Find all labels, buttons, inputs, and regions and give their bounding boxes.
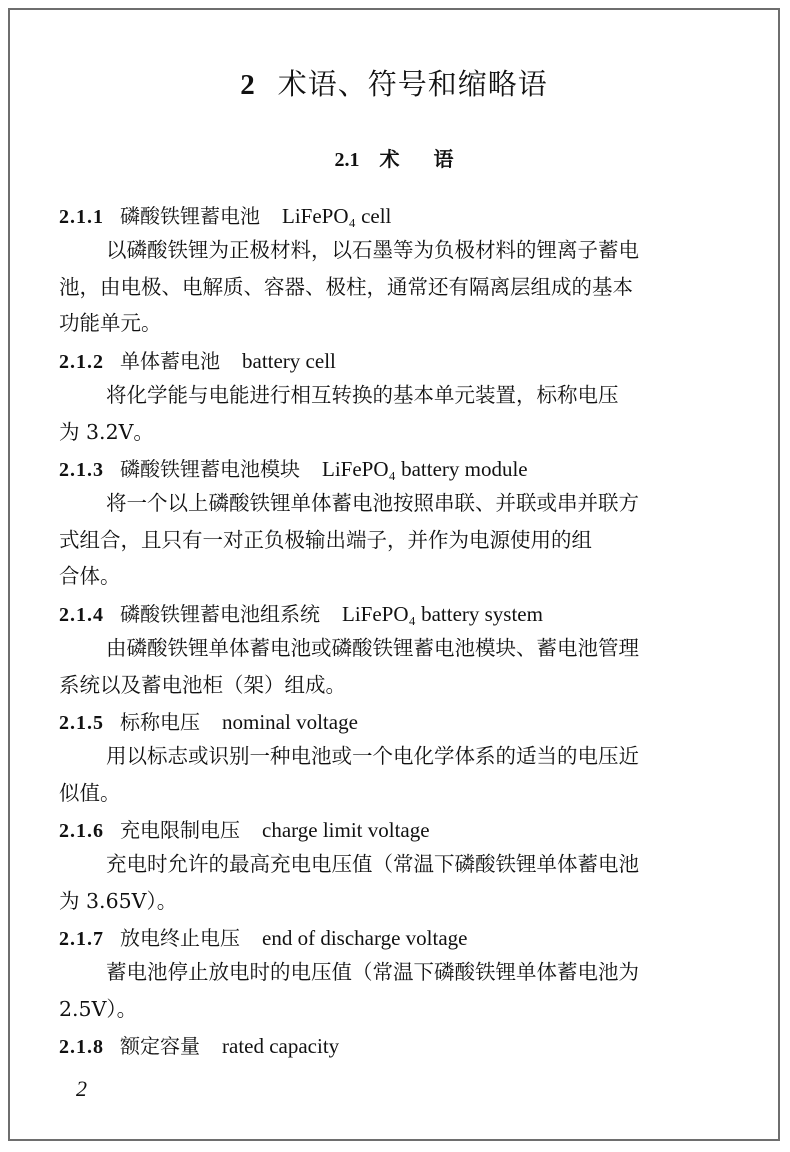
term-zh: 单体蓄电池 [120, 349, 220, 373]
definition-line: 蓄电池停止放电时的电压值（常温下磷酸铁锂单体蓄电池为 [106, 960, 639, 984]
term-definition [59, 954, 739, 1027]
term-heading [59, 1030, 339, 1059]
definition-line: 功能单元。 [59, 311, 162, 335]
term-zh: 充电限制电压 [120, 818, 240, 842]
section-title [10, 143, 778, 172]
definition-line: 由磷酸铁锂单体蓄电池或磷酸铁锂蓄电池模块、蓄电池管理 [106, 636, 639, 660]
term-en: rated capacity [222, 1034, 340, 1058]
term-heading [59, 598, 543, 627]
chapter-title [10, 62, 778, 103]
document-page [8, 8, 780, 1141]
term-definition [59, 377, 739, 450]
section-number: 2.1 [334, 149, 360, 171]
chapter-title-text: 术语、符号和缩略语 [277, 67, 548, 101]
definition-line: 为 3.2V。 [59, 419, 154, 444]
definition-line: 以磷酸铁锂为正极材料，以石墨等为负极材料的锂离子蓄电 [106, 238, 639, 262]
term-en: nominal voltage [222, 710, 358, 734]
term-zh: 标称电压 [120, 710, 200, 734]
term-definition [59, 485, 739, 595]
term-heading [59, 345, 336, 374]
term-heading [59, 814, 430, 843]
term-heading [59, 706, 358, 735]
term-number: 2.1.2 [59, 351, 104, 373]
term-zh: 磷酸铁锂蓄电池模块 [120, 457, 300, 481]
definition-line: 将化学能与电能进行相互转换的基本单元装置，标称电压 [106, 383, 619, 407]
term-zh: 放电终止电压 [120, 926, 240, 950]
term-definition [59, 846, 739, 919]
definition-line: 将一个以上磷酸铁锂单体蓄电池按照串联、并联或串并联方 [106, 491, 639, 515]
term-en: LiFePO₄ battery system [342, 602, 543, 626]
term-en: charge limit voltage [262, 818, 430, 842]
definition-line: 池，由电极、电解质、容器、极柱，通常还有隔离层组成的基本 [59, 274, 633, 299]
term-definition [59, 738, 739, 811]
term-number: 2.1.6 [59, 820, 104, 842]
section-title-part1: 术 [379, 147, 400, 171]
term-number: 2.1.5 [59, 712, 104, 734]
term-number: 2.1.4 [59, 604, 104, 626]
term-en: LiFePO₄ battery module [322, 457, 528, 481]
definition-line: 2.5V）。 [59, 996, 138, 1021]
definition-line: 系统以及蓄电池柜（架）组成。 [59, 672, 346, 697]
definition-line: 似值。 [59, 780, 121, 805]
definition-line: 为 3.65V）。 [59, 888, 178, 913]
definition-line: 用以标志或识别一种电池或一个电化学体系的适当的电压近 [106, 744, 639, 768]
term-number: 2.1.3 [59, 459, 104, 481]
term-en: battery cell [242, 349, 336, 373]
chapter-number: 2 [240, 69, 256, 101]
term-number: 2.1.7 [59, 928, 104, 950]
term-definition [59, 232, 739, 342]
definition-line: 式组合，且只有一对正负极输出端子，并作为电源使用的组 [59, 527, 592, 552]
term-definition [59, 630, 739, 703]
section-title-part2: 语 [433, 147, 454, 171]
term-heading [59, 200, 391, 229]
page-number: 2 [76, 1076, 87, 1101]
term-zh: 额定容量 [120, 1034, 200, 1058]
term-en: LiFePO₄ cell [282, 204, 392, 228]
term-heading [59, 453, 528, 482]
term-zh: 磷酸铁锂蓄电池组系统 [120, 602, 320, 626]
term-zh: 磷酸铁锂蓄电池 [120, 204, 260, 228]
term-heading [59, 922, 467, 951]
term-number: 2.1.1 [59, 206, 104, 228]
term-number: 2.1.8 [59, 1036, 104, 1058]
term-en: end of discharge voltage [262, 926, 468, 950]
definition-line: 充电时允许的最高充电电压值（常温下磷酸铁锂单体蓄电池 [106, 852, 639, 876]
definition-line: 合体。 [59, 564, 121, 588]
